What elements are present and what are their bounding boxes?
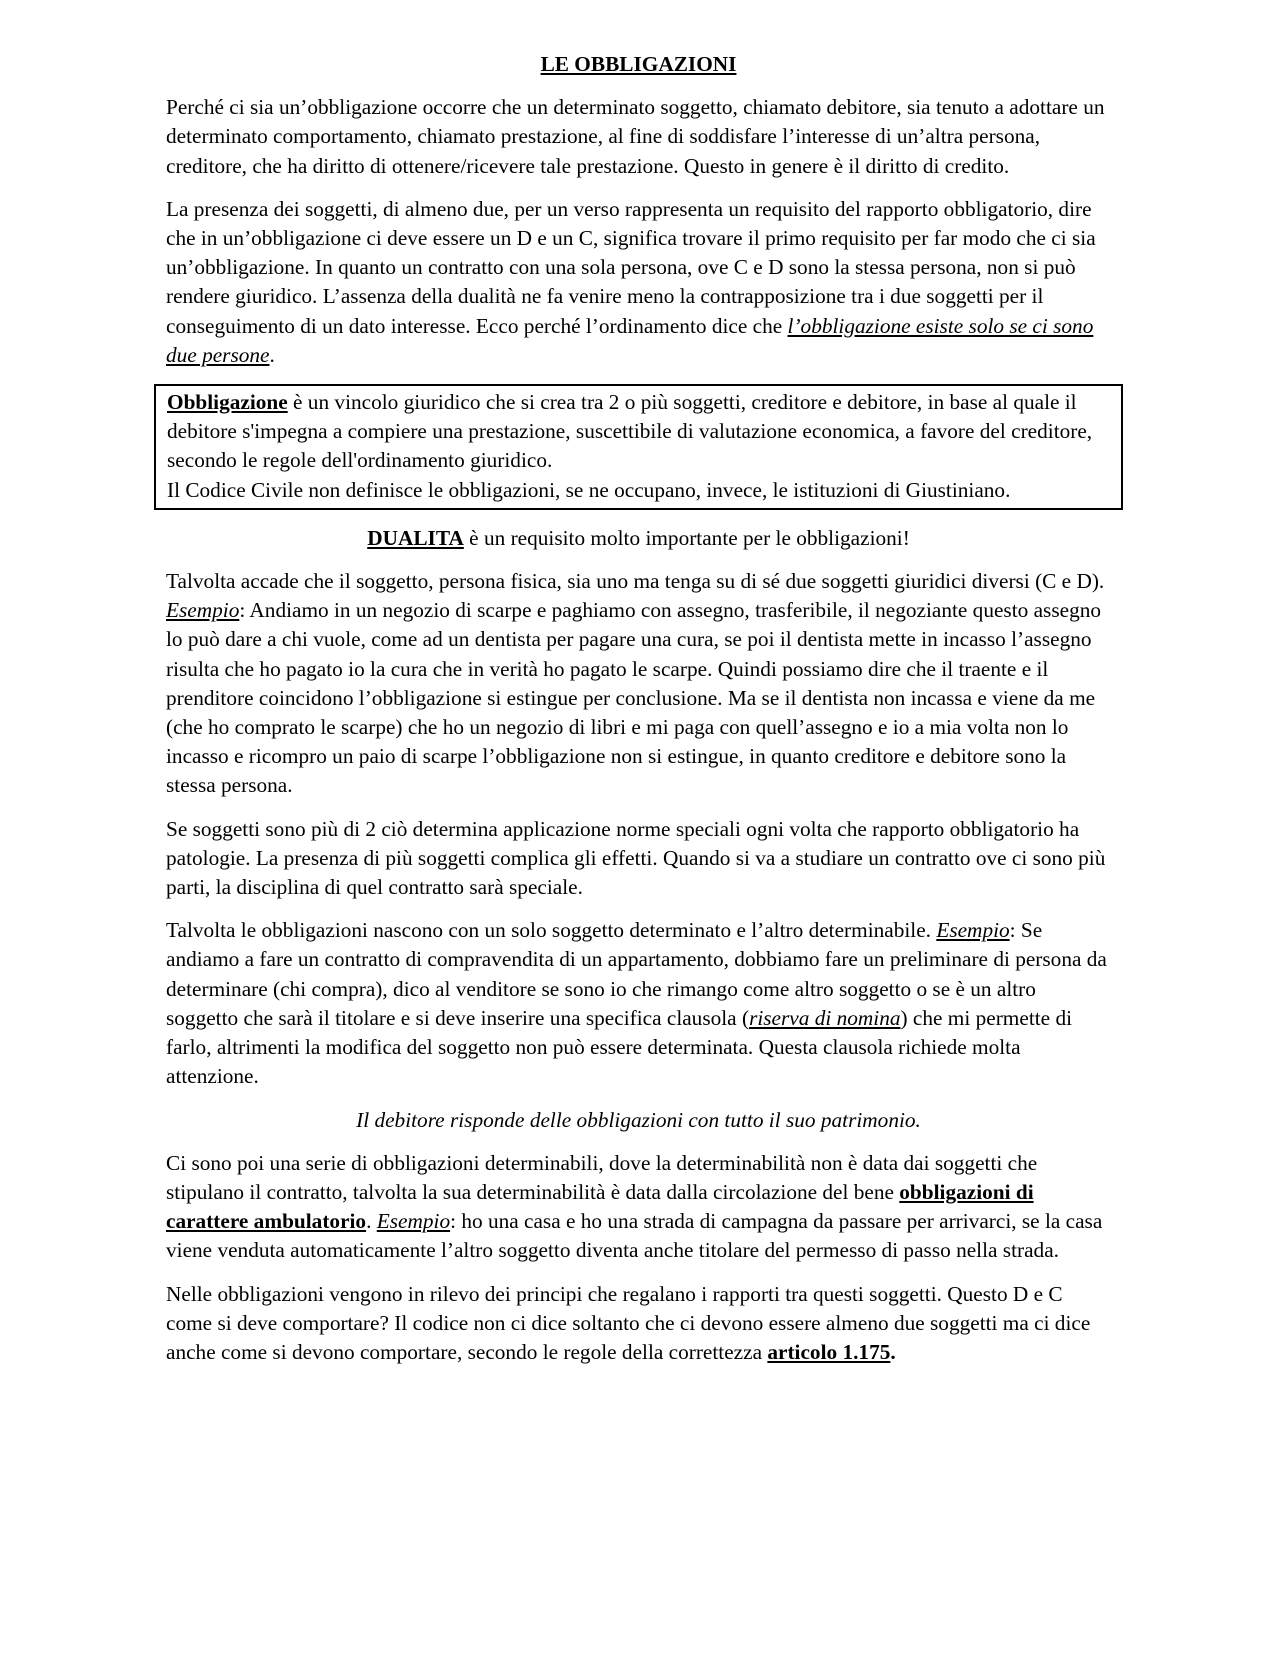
- paragraph-definition-intro: Perché ci sia un’obbligazione occorre che un determinato soggetto, chiamato debitore, sia tenuto a adottare un determinato comportamento, chiamato prestazione, al fine di soddisfare l’interesse di un’altra persona, creditore, che ha diritto di ottenere/ricevere tale prestazione. Questo in genere è il diritto di credito.: [166, 95, 1105, 178]
- paragraph-determinable-subject: [166, 916, 1111, 1091]
- document-title: LE OBBLIGAZIONI: [540, 52, 737, 76]
- document-page: [166, 50, 1111, 1381]
- paragraph-multiple-subjects: Se soggetti sono più di 2 ciò determina applicazione norme speciali ogni volta che rapporto obbligatorio ha patologie. La presenza di più soggetti complica gli effetti. Quando si va a studiare un contratto ove ci sono più parti, la disciplina di quel contratto sarà speciale.: [166, 816, 1106, 900]
- example-label: Esempio: [376, 1209, 451, 1234]
- paragraph-duality-requirement: [166, 195, 1111, 370]
- example-label: Esempio: [936, 918, 1010, 943]
- paragraph-text: Nelle obbligazioni vengono in rilevo dei principi che regalano i rapporti tra questi soggetti. Questo D e C come si deve comportare? Il codice non ci dice soltanto che ci devono essere almeno due soggetti ma ci dice anche come si devono comportare, secondo le regole della correttezza: [166, 1281, 1091, 1364]
- paragraph-text: Talvolta accade che il soggetto, persona fisica, sia uno ma tenga su di sé due soggetti giuridici diversi (C e D).: [166, 569, 1105, 594]
- paragraph-text: : ho una casa e ho una strada di campagna da passare per arrivarci, se la casa viene venduta automaticamente l’altro soggetto diventa anche titolare del permesso di passo nella strada.: [166, 1209, 1103, 1263]
- definition-body: è un vincolo giuridico che si crea tra 2 o più soggetti, creditore e debitore, in base al quale il debitore s'impegna a compiere una prestazione, suscettibile di valutazione economica, a favore del creditore, secondo le regole dell'ordinamento giuridico.: [167, 390, 1093, 473]
- paragraph-text: La presenza dei soggetti, di almeno due, per un verso rappresenta un requisito del rapporto obbligatorio, dire che in un’obbligazione ci deve essere un D e un C, significa trovare il primo requisito per far modo che ci sia un’obbligazione. In quanto un contratto con una sola persona, ove C e D sono la stessa persona, non si può rendere giuridico. L’assenza della dualità ne fa venire meno la contrapposizione tra i due soggetti per il conseguimento di un dato interesse. Ecco perché l’ordinamento dice che: [166, 196, 1096, 338]
- paragraph-text: Talvolta le obbligazioni nascono con un solo soggetto determinato e l’altro determinabile.: [166, 918, 937, 943]
- quote-debtor-patrimony: Il debitore risponde delle obbligazioni con tutto il suo patrimonio.: [356, 1107, 921, 1132]
- paragraph-text: ) che mi permette di farlo, altrimenti la modifica del soggetto non può essere determinata. Questa clausola richiede molta attenzione.: [166, 1005, 1073, 1089]
- definition-text: [167, 388, 1111, 476]
- emphasis-two-persons: l’obbligazione esiste solo se ci sono due persone: [166, 313, 1094, 367]
- definition-note: Il Codice Civile non definisce le obbligazioni, se ne occupano, invece, le istituzioni di Giustiniano.: [167, 477, 1011, 502]
- example-label: Esempio: [166, 598, 240, 623]
- paragraph-check-example: [166, 567, 1111, 801]
- duality-term: DUALITA: [367, 525, 464, 550]
- paragraph-ambulatory-obligations: [166, 1149, 1111, 1266]
- paragraph-text: Ci sono poi una serie di obbligazioni determinabili, dove la determinabilità non è data dai soggetti che stipulano il contratto, talvolta la sua determinabilità è data dalla circolazione del bene: [166, 1150, 1038, 1204]
- definition-box: [154, 384, 1123, 510]
- ambulatory-term: obbligazioni di carattere ambulatorio: [166, 1179, 1034, 1234]
- duality-statement: [166, 524, 1111, 553]
- clause-name: riserva di nomina: [749, 1005, 901, 1030]
- paragraph-text: : Se andiamo a fare un contratto di compravendita di un appartamento, dobbiamo fare un preliminare di persona da determinare (chi compra), dico al venditore se sono io che rimango come altro soggetto o se è un altro soggetto che sarà il titolare e si deve inserire una specifica clausola (: [166, 918, 1107, 1030]
- paragraph-conduct-rules: [166, 1280, 1111, 1368]
- duality-text: è un requisito molto importante per le obbligazioni!: [463, 525, 910, 550]
- punctuation: .: [890, 1339, 896, 1364]
- article-reference: articolo 1.175: [767, 1339, 891, 1364]
- punctuation: .: [269, 342, 275, 367]
- paragraph-text: : Andiamo in un negozio di scarpe e paghiamo con assegno, trasferibile, il negoziante questo assegno lo può dare a chi vuole, come ad un dentista per pagare una cura, se poi il dentista mette in incasso l’assegno risulta che ho pagato io la cura che in verità ho pagato le scarpe. Quindi possiamo dire che il traente e il prenditore coincidono l’obbligazione si estingue per conclusione. Ma se il dentista non incassa e viene da me (che ho comprato le scarpe) che ho un negozio di libri e mi paga con quell’assegno e io a mia volta non lo incasso e ricompro un paio di scarpe l’obbligazione non si estingue, in quanto creditore e debitore sono la stessa persona.: [166, 598, 1102, 798]
- definition-term: Obbligazione: [167, 390, 288, 415]
- punctuation: .: [366, 1209, 377, 1234]
